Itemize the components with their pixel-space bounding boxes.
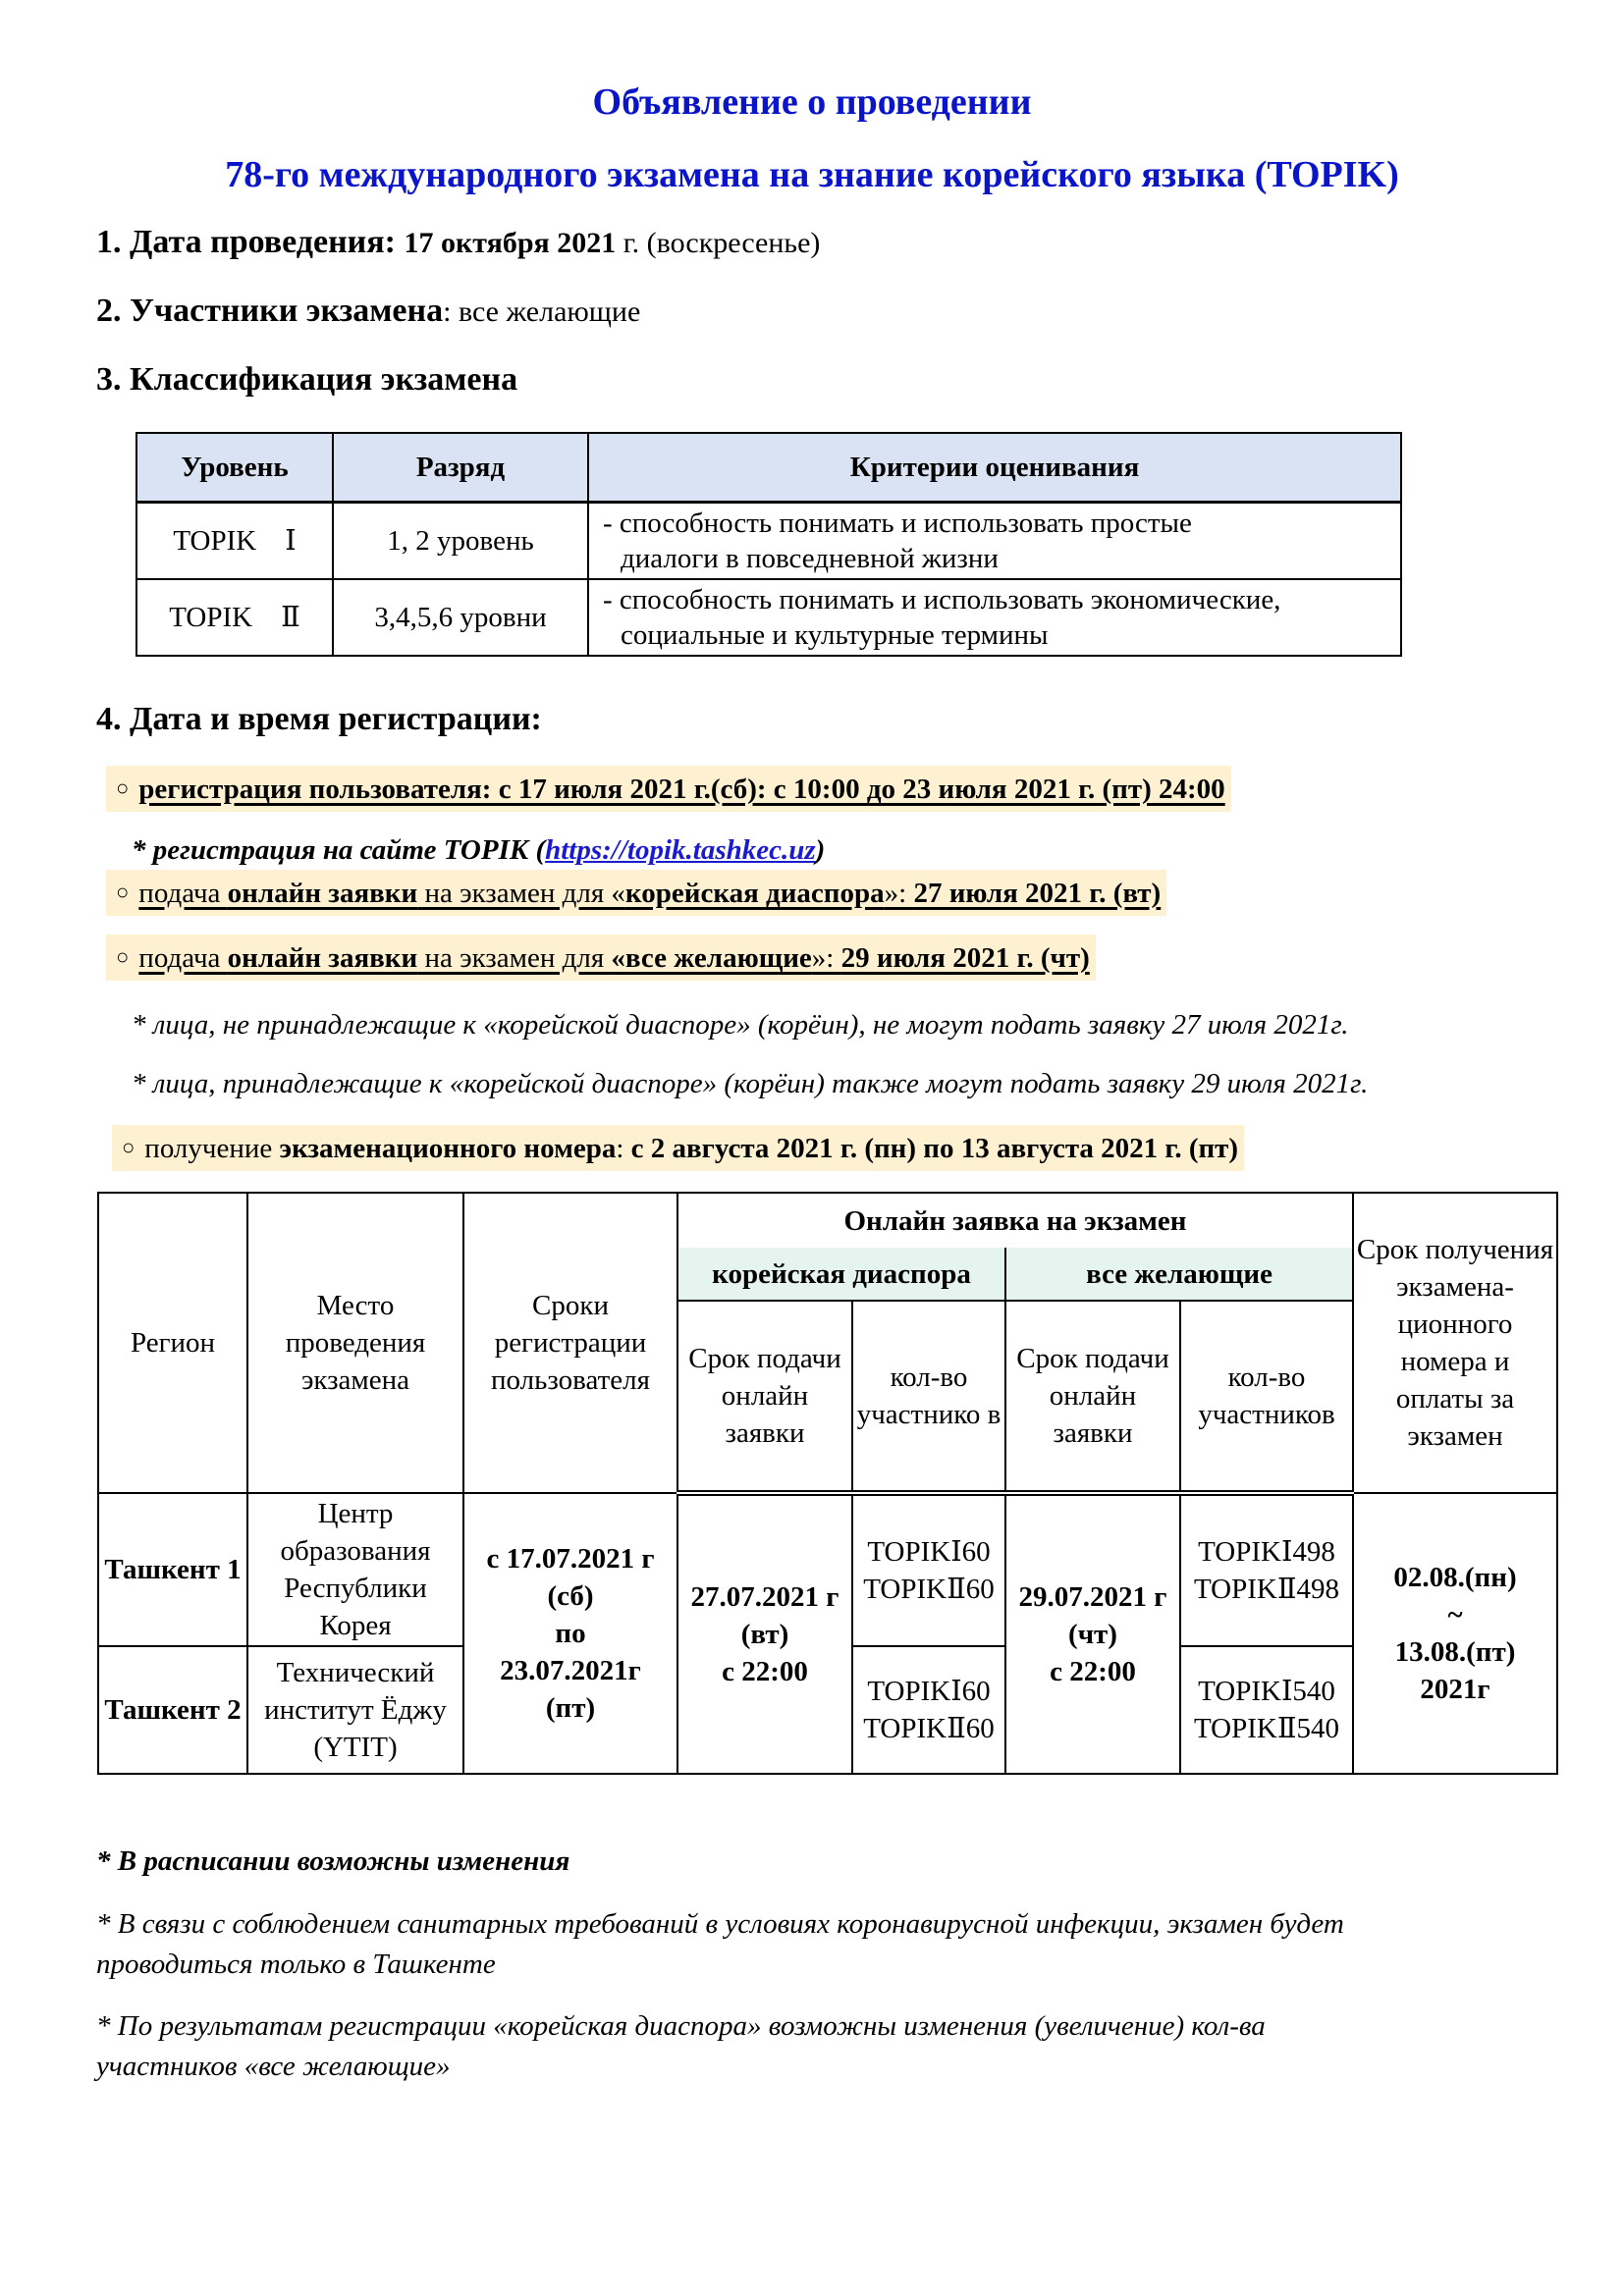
text-line: 02.08.(пн) — [1393, 1562, 1517, 1593]
text-line: с 22:00 — [722, 1656, 808, 1687]
header-everyone: все желающие — [1005, 1248, 1353, 1301]
everyone-deadline-cell — [1005, 1493, 1180, 1774]
header-diaspora-deadline: Срок подачи онлайн заявки — [677, 1301, 852, 1493]
text-line: проводиться только в Ташкенте — [96, 1949, 496, 1980]
criteria-line: - способность понимать и использовать экономические, — [603, 584, 1281, 615]
section-4-heading: 4. Дата и время регистрации: — [96, 701, 542, 737]
footnote-sanitary — [96, 1908, 1344, 1981]
header-grade: Разряд — [333, 433, 588, 503]
diaspora-count-cell — [852, 1646, 1005, 1774]
text-line: 23.07.2021г — [500, 1655, 641, 1686]
criteria-cell — [588, 579, 1401, 656]
text-line: 27.07.2021 г — [690, 1581, 839, 1613]
schedule-header-row — [98, 1193, 1557, 1248]
header-diaspora-count: кол-во участнико в — [852, 1301, 1005, 1493]
exam-number-period-cell — [1353, 1493, 1557, 1774]
site-note-prefix: * регистрация на сайте TOPIK ( — [132, 834, 546, 866]
level-cell: TOPIK Ⅱ — [136, 579, 333, 656]
text-part: «все желающие — [611, 942, 812, 974]
site-note-suffix: ) — [815, 834, 826, 866]
table-row — [98, 1493, 1557, 1646]
text-part: на экзамен для — [417, 942, 612, 974]
circle-bullet-icon: ○ — [116, 880, 130, 904]
text-part: онлайн заявки — [227, 878, 418, 909]
text-line: ~ — [1447, 1599, 1463, 1630]
text-line: по — [555, 1618, 586, 1649]
registration-period-cell — [463, 1493, 677, 1774]
header-level: Уровень — [136, 433, 333, 503]
site-note — [132, 834, 825, 867]
everyone-application-line — [106, 934, 1096, 981]
topik-site-link[interactable]: https://topik.tashkec.uz — [545, 834, 816, 866]
text-part: подача — [138, 942, 228, 974]
text-line: TOPIKⅠ60 — [867, 1536, 991, 1568]
circle-bullet-icon: ○ — [116, 944, 130, 969]
exam-date-suffix: г. (воскресенье) — [616, 227, 821, 259]
text-part: корейская диаспора — [624, 878, 885, 909]
table-row — [136, 503, 1401, 580]
diaspora-application-text — [138, 878, 1161, 909]
level-cell: TOPIK Ⅰ — [136, 503, 333, 580]
header-everyone-count: кол-во участников — [1180, 1301, 1353, 1493]
footnote-schedule-changes: * В расписании возможны изменения — [96, 1845, 570, 1877]
text-line: участников «все желающие» — [96, 2051, 451, 2082]
text-line: TOPIKⅠ498 — [1198, 1536, 1335, 1568]
everyone-count-cell — [1180, 1493, 1353, 1646]
text-part: : — [616, 1133, 631, 1164]
exam-number-line — [112, 1125, 1244, 1171]
venue-cell: Технический институт Ёджу (YTIT) — [247, 1646, 463, 1774]
header-venue: Место проведения экзамена — [247, 1193, 463, 1493]
text-line: TOPIKⅡ60 — [863, 1574, 995, 1605]
section-exam-date — [96, 224, 820, 261]
text-line: TOPIKⅠ540 — [1198, 1676, 1335, 1707]
venue-cell: Центр образования Республики Корея — [247, 1493, 463, 1646]
footnote-quota — [96, 2010, 1266, 2083]
text-line: * В связи с соблюдением санитарных требований в условиях коронавирусной инфекции, экзамен будет — [96, 1908, 1344, 1940]
grade-cell: 3,4,5,6 уровни — [333, 579, 588, 656]
section-participants — [96, 293, 640, 330]
diaspora-note-1: * лица, не принадлежащие к «корейской диаспоре» (корёин), не могут подать заявку 27 июля 2021г. — [132, 1009, 1349, 1041]
text-line: (сб) — [547, 1580, 594, 1612]
page-title: Объявление о проведении — [592, 81, 1032, 123]
text-line: (пт) — [545, 1692, 596, 1724]
text-line: 2021г — [1420, 1674, 1490, 1705]
header-region: Регион — [98, 1193, 247, 1493]
text-line: TOPIKⅡ60 — [863, 1713, 995, 1744]
section-1-label: 1. Дата проведения: — [96, 224, 396, 260]
exam-date-value: 17 октября 2021 — [404, 227, 617, 259]
text-line: с 17.07.2021 г — [486, 1543, 655, 1575]
everyone-application-text — [138, 942, 1089, 974]
classification-header-row — [136, 433, 1401, 503]
exam-number-dates: с 2 августа 2021 г. (пн) по 13 августа 2021 г. (пт) — [630, 1133, 1239, 1164]
circle-bullet-icon: ○ — [116, 775, 130, 800]
section-2-label: 2. Участники экзамена — [96, 293, 444, 329]
header-registration: Сроки регистрации пользователя — [463, 1193, 677, 1493]
everyone-date: 29 июля 2021 г. (чт) — [840, 942, 1090, 974]
user-registration-text: регистрация пользователя: с 17 июля 2021 г.(сб): с 10:00 до 23 июля 2021 г. (пт) 24:00 — [138, 774, 1225, 805]
text-line: (чт) — [1068, 1619, 1117, 1650]
criteria-line: диалоги в повседневной жизни — [621, 543, 999, 574]
text-line: с 22:00 — [1050, 1656, 1136, 1687]
diaspora-deadline-cell — [677, 1493, 852, 1774]
user-registration-line — [106, 766, 1231, 812]
criteria-line: - способность понимать и использовать простые — [603, 507, 1192, 539]
header-online-application: Онлайн заявка на экзамен — [677, 1193, 1353, 1248]
region-cell: Ташкент 2 — [98, 1646, 247, 1774]
criteria-cell — [588, 503, 1401, 580]
text-part: на экзамен для « — [417, 878, 625, 909]
header-criteria: Критерии оценивания — [588, 433, 1401, 503]
text-part: экзаменационного номера — [279, 1133, 617, 1164]
table-row — [136, 579, 1401, 656]
diaspora-application-line — [106, 870, 1166, 916]
text-line: 29.07.2021 г — [1018, 1581, 1167, 1613]
header-exam-number: Срок получения экзамена-ционного номера и оплаты за экзамен — [1353, 1193, 1557, 1493]
grade-cell: 1, 2 уровень — [333, 503, 588, 580]
text-part: подача — [138, 878, 228, 909]
text-line: * По результатам регистрации «корейская диаспора» возможны изменения (увеличение) кол-ва — [96, 2010, 1266, 2042]
header-everyone-deadline: Срок подачи онлайн заявки — [1005, 1301, 1180, 1493]
schedule-table — [97, 1192, 1558, 1775]
header-diaspora: корейская диаспора — [677, 1248, 1005, 1301]
text-line: TOPIKⅡ498 — [1193, 1574, 1340, 1605]
diaspora-count-cell — [852, 1493, 1005, 1646]
diaspora-note-2: * лица, принадлежащие к «корейской диаспоре» (корёин) также могут подать заявку 29 июля 2021г. — [132, 1068, 1369, 1099]
circle-bullet-icon: ○ — [122, 1135, 135, 1159]
text-part: »: — [811, 942, 841, 974]
everyone-count-cell — [1180, 1646, 1353, 1774]
text-line: TOPIKⅡ540 — [1193, 1713, 1340, 1744]
text-part: получение — [144, 1133, 280, 1164]
page-subtitle: 78-го международного экзамена на знание корейского языка (TOPIK) — [225, 154, 1399, 195]
classification-table — [135, 432, 1402, 657]
criteria-line: социальные и культурные термины — [621, 619, 1049, 651]
region-cell: Ташкент 1 — [98, 1493, 247, 1646]
participants-value: : все желающие — [443, 295, 641, 328]
text-line: 13.08.(пт) — [1394, 1636, 1516, 1668]
text-part: онлайн заявки — [227, 942, 418, 974]
text-line: TOPIKⅠ60 — [867, 1676, 991, 1707]
text-line: (вт) — [740, 1619, 789, 1650]
section-3-heading: 3. Классификация экзамена — [96, 361, 518, 398]
diaspora-date: 27 июля 2021 г. (вт) — [913, 878, 1162, 909]
text-part: »: — [884, 878, 914, 909]
